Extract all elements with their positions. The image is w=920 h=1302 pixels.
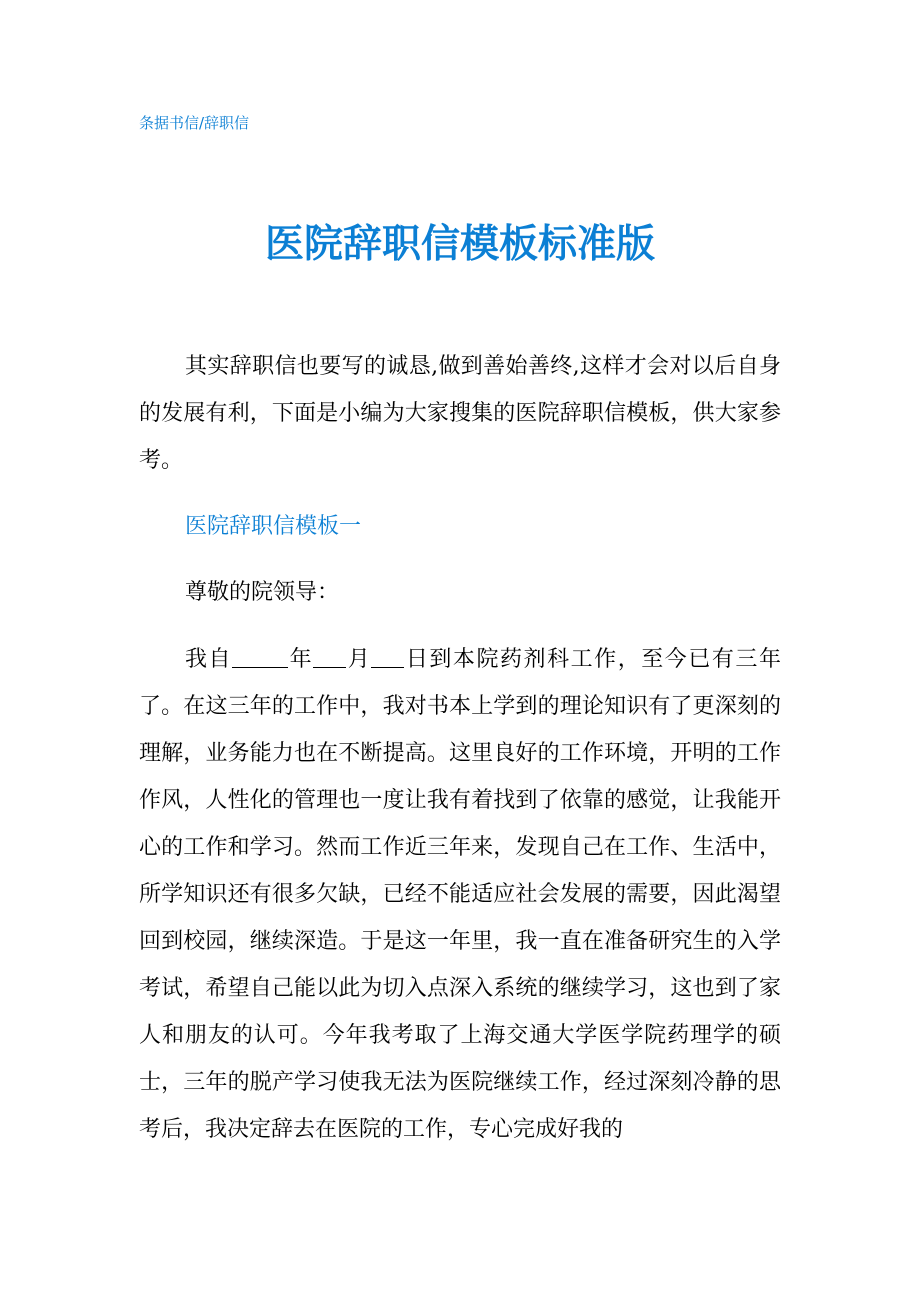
page-title: 医院辞职信模板标准版 [264,222,655,267]
year-blank [232,643,288,668]
month-blank [313,643,346,668]
day-label: 日到本院药剂科工作，至今已有三年了。 [139,647,781,719]
salutation: 尊敬的院领导： [185,580,340,605]
letter-body-paragraph [139,636,781,1153]
breadcrumb[interactable]: 条据书信/辞职信 [139,114,250,132]
letter-body-text: 在这三年的工作中，我对书本上学到的理论知识有了更深刻的理解，业务能力也在不断提高。这里良好的工作环境，开明的工作作风，人性化的管理也一度让我有着找到了依靠的感觉，让我能开心的工作和学习。然而工作近三年来，发现自己在工作、生活中，所学知识还有很多欠缺，已经不能适应社会发展的需要，因此渴望回到校园，继续深造。于是这一年里，我一直在准备研究生的入学考试，希望自己能以此为切入点深入系统的继续学习，这也到了家人和朋友的认可。今年我考取了上海交通大学医学院药理学的硕士，三年的脱产学习使我无法为医院继续工作，经过深刻冷静的思考后，我决定辞去在医院的工作，专心完成好我的 [139,694,781,1142]
month-label: 月 [346,647,372,672]
year-label: 年 [288,647,314,672]
day-blank [371,643,404,668]
intro-paragraph: 其实辞职信也要写的诚恳,做到善始善终,这样才会对以后自身的发展有利，下面是小编为大家搜集的医院辞职信模板，供大家参考。 [139,354,781,473]
letter-opening: 我自 [185,647,233,672]
section-heading: 医院辞职信模板一 [185,514,362,539]
